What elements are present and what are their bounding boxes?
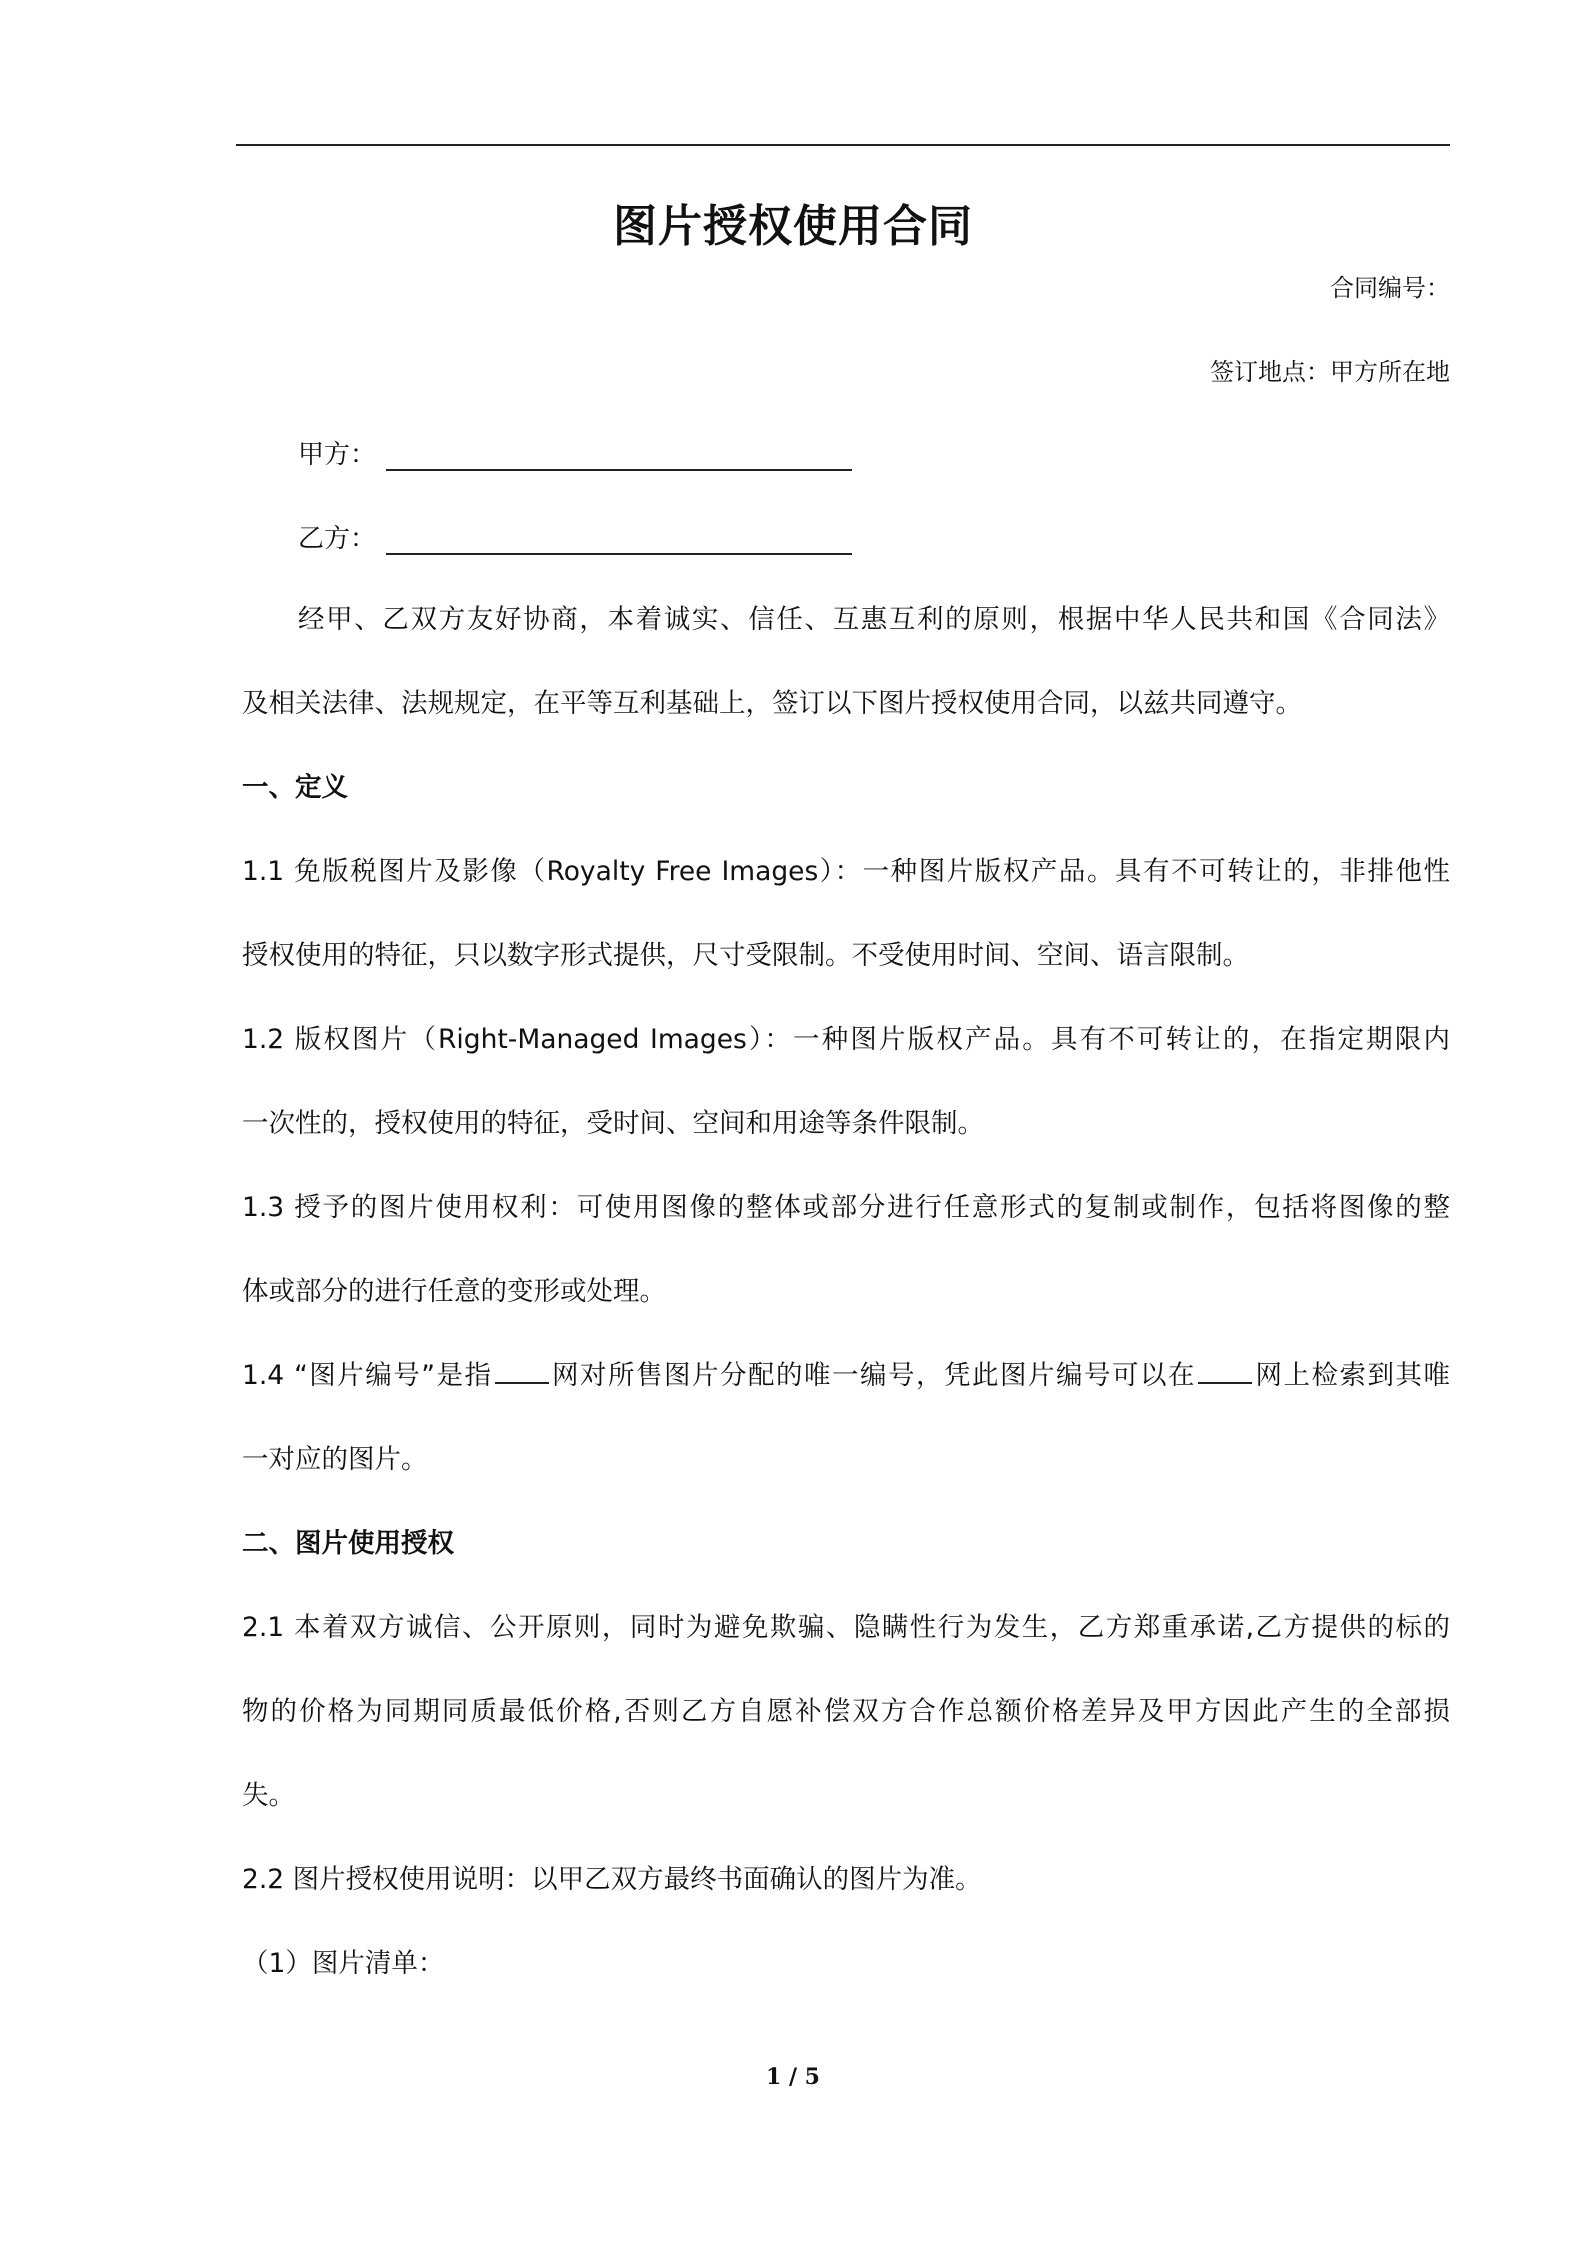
- clause-2-1-line-3: 失。: [242, 1780, 295, 1811]
- website-blank-1: [495, 1356, 549, 1384]
- website-blank-2: [1198, 1356, 1252, 1384]
- clause-2-2: 2.2 图片授权使用说明：以甲乙双方最终书面确认的图片为准。: [242, 1864, 982, 1895]
- clause-1-3-line-2: 体或部分的进行任意的变形或处理。: [242, 1276, 666, 1307]
- page-title: 图片授权使用合同: [613, 201, 973, 252]
- party-b-label: 乙方：: [298, 524, 377, 554]
- clause-1-4-part-1: 1.4 “图片编号”是指: [242, 1360, 493, 1391]
- clause-2-1-line-1: 2.1 本着双方诚信、公开原则，同时为避免欺骗、隐瞒性行为发生，乙方郑重承诺,乙方提供的标的: [242, 1612, 1450, 1643]
- clause-1-2-line-1: 1.2 版权图片（Right-Managed Images）：一种图片版权产品。具有不可转让的，在指定期限内: [242, 1024, 1450, 1055]
- clause-1-4-part-3: 网上检索到其唯: [1254, 1360, 1451, 1391]
- section-2-heading: 二、图片使用授权: [242, 1528, 454, 1559]
- clause-2-1-line-2: 物的价格为同期同质最低价格,否则乙方自愿补偿双方合作总额价格差异及甲方因此产生的全部损: [242, 1696, 1450, 1727]
- party-b-blank: [386, 523, 852, 555]
- signing-place: 签订地点：甲方所在地: [1210, 358, 1450, 386]
- clause-1-1-line-2: 授权使用的特征，只以数字形式提供，尺寸受限制。不受使用时间、空间、语言限制。: [242, 940, 1249, 971]
- section-1-heading: 一、定义: [242, 772, 348, 803]
- contract-number-label: 合同编号：: [1330, 274, 1450, 302]
- party-a-row: [298, 434, 852, 471]
- header-rule: [236, 144, 1450, 146]
- preamble-line-2: 及相关法律、法规规定，在平等互利基础上，签订以下图片授权使用合同，以兹共同遵守。: [242, 688, 1302, 719]
- preamble-line-1: 经甲、乙双方友好协商，本着诚实、信任、互惠互利的原则，根据中华人民共和国《合同法》: [298, 604, 1450, 635]
- image-list-label: （1）图片清单：: [242, 1948, 445, 1979]
- clause-1-3-line-1: 1.3 授予的图片使用权利：可使用图像的整体或部分进行任意形式的复制或制作，包括将图像的整: [242, 1192, 1450, 1223]
- party-a-label: 甲方：: [298, 440, 377, 470]
- party-a-blank: [386, 439, 852, 471]
- clause-1-4-line-2: 一对应的图片。: [242, 1444, 428, 1475]
- party-b-row: [298, 518, 852, 555]
- clause-1-1-line-1: 1.1 免版税图片及影像（Royalty Free Images）：一种图片版权产品。具有不可转让的，非排他性: [242, 856, 1450, 887]
- clause-1-4-part-2: 网对所售图片分配的唯一编号，凭此图片编号可以在: [550, 1360, 1197, 1391]
- clause-1-4-line-1: [242, 1334, 1450, 1418]
- clause-1-2-line-2: 一次性的，授权使用的特征，受时间、空间和用途等条件限制。: [242, 1108, 984, 1139]
- page-number: 1 / 5: [766, 2064, 820, 2090]
